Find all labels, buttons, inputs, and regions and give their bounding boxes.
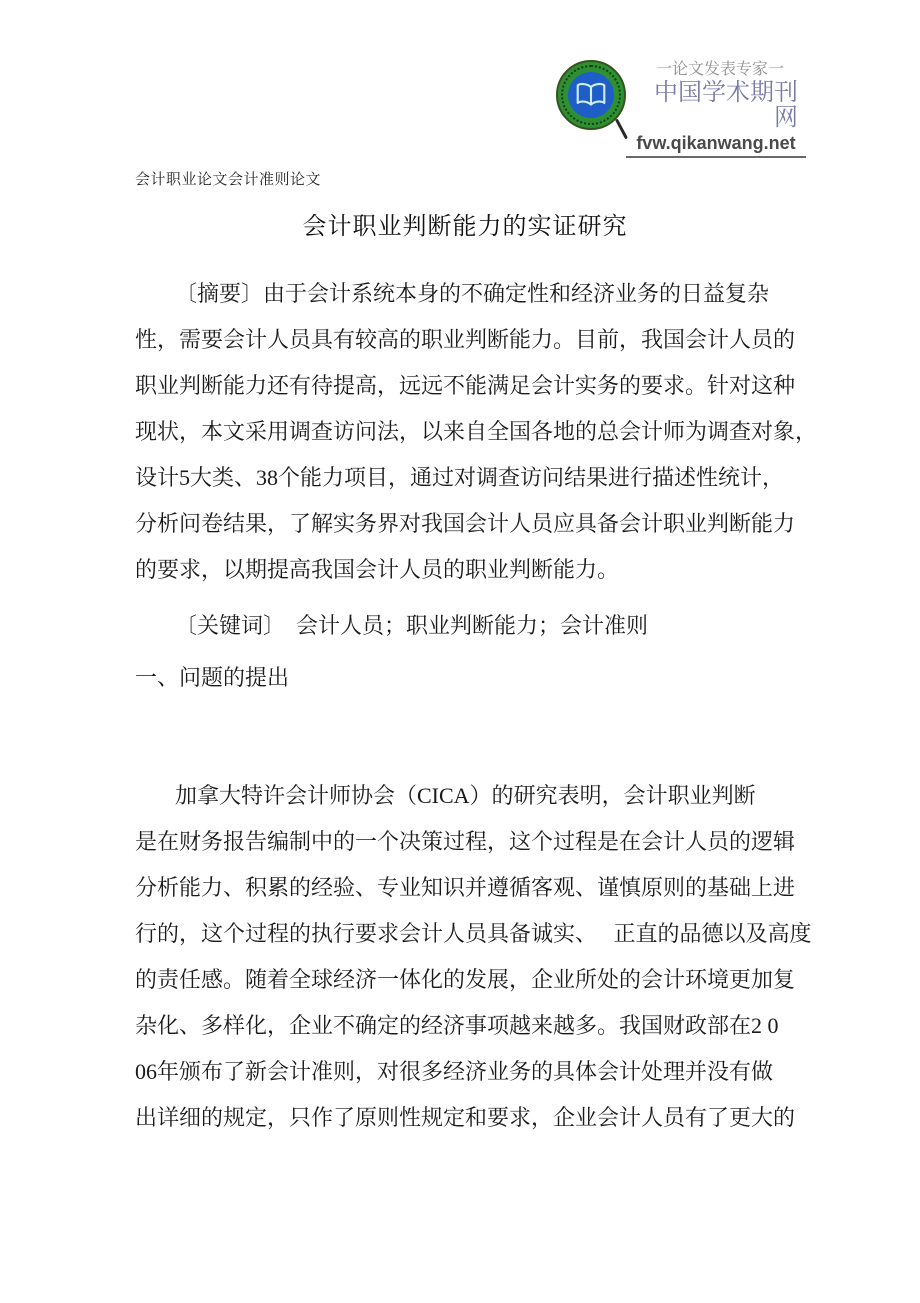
logo-pen-stroke [615, 119, 628, 140]
text-line: 设计5大类、38个能力项目，通过对调查访问结果进行描述性统计， [135, 465, 785, 490]
brand-name: 中国学术期刊网 [654, 80, 798, 131]
text-line: 行的，这个过程的执行要求会计人员具备诚实、 正直的品德以及高度 [135, 921, 812, 946]
text-line: 出详细的规定，只作了原则性规定和要求，企业会计人员有了更大的 [135, 1105, 796, 1130]
document-title: 会计职业判断能力的实证研究 [302, 214, 628, 240]
category-label: 会计职业论文会计准则论文 [135, 172, 322, 188]
text-line: 〔关键词〕 会计人员；职业判断能力；会计准则 [175, 613, 649, 638]
open-book-icon [574, 80, 608, 110]
letterhead [556, 60, 798, 158]
text-line: 现状，本文采用调查访问法，以来自全国各地的总会计师为调查对象， [135, 419, 818, 444]
text-line: 的要求，以期提高我国会计人员的职业判断能力。 [135, 557, 620, 582]
paragraph-spacer [135, 701, 795, 773]
text-line: 06年颁布了新会计准则，对很多经济业务的具体会计处理并没有做 [135, 1059, 774, 1084]
brand-text-block [636, 60, 798, 158]
text-line: 杂化、多样化，企业不确定的经济事项越来越多。我国财政部在2 0 [135, 1013, 779, 1038]
logo-inner-circle [568, 72, 614, 118]
brand-tagline: 一论文发表专家一 [655, 61, 784, 78]
text-line: 分析问卷结果，了解实务界对我国会计人员应具备会计职业判断能力 [135, 511, 796, 536]
qikanwang-logo [556, 60, 632, 144]
text-line: 性，需要会计人员具有较高的职业判断能力。目前，我国会计人员的 [135, 327, 796, 352]
text-line: 分析能力、积累的经验、专业知识并遵循客观、谨慎原则的基础上进 [135, 875, 796, 900]
text-line: 是在财务报告编制中的一个决策过程，这个过程是在会计人员的逻辑 [135, 829, 796, 854]
document-body [135, 271, 818, 1141]
document-content [135, 170, 818, 1141]
body-paragraph [135, 773, 812, 1141]
text-line: 的责任感。随着全球经济一体化的发展，企业所处的会计环境更加复 [135, 967, 796, 992]
keywords-line [135, 603, 795, 649]
text-line: 一、问题的提出 [135, 665, 290, 690]
brand-site-url: fvw.qikanwang.net [626, 133, 806, 158]
text-line: 职业判断能力还有待提高，远远不能满足会计实务的要求。针对这种 [135, 373, 796, 398]
section-heading [135, 655, 795, 701]
text-line: 加拿大特许会计师协会（CICA）的研究表明，会计职业判断 [175, 783, 756, 808]
text-line: 〔摘要〕由于会计系统本身的不确定性和经济业务的日益复杂 [175, 281, 770, 306]
abstract-paragraph [135, 271, 818, 593]
